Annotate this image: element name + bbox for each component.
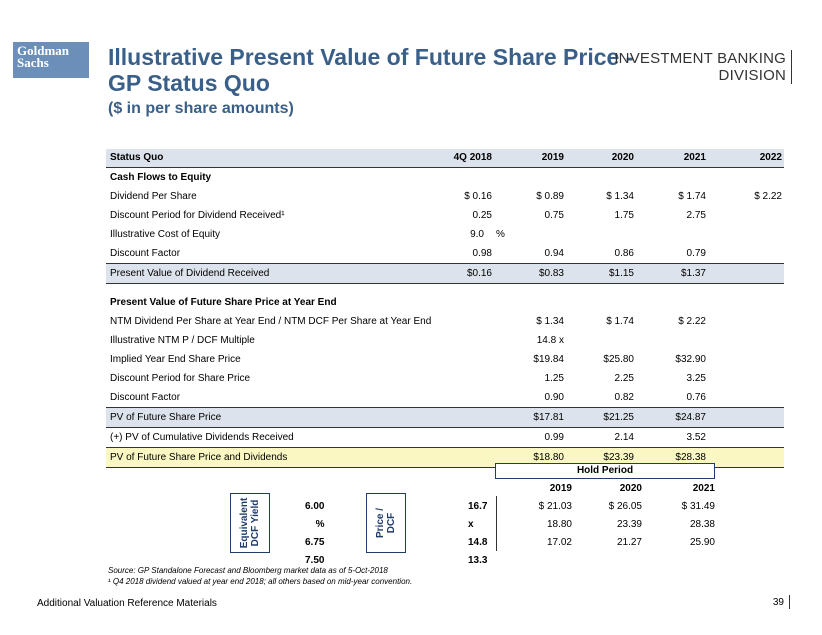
multiple-values	[468, 498, 487, 570]
sens-cell: 17.02	[546, 537, 572, 548]
cell: 1.25	[544, 373, 564, 384]
sens-cell: $ 21.03	[538, 501, 572, 512]
table-row	[106, 225, 784, 244]
cell: $19.84	[533, 354, 564, 365]
cell: $23.39	[603, 452, 634, 463]
row-label: PV of Future Share Price and Dividends	[110, 452, 288, 463]
header-4q2018: 4Q 2018	[453, 152, 492, 163]
table-header-row	[106, 149, 784, 168]
cell: 2.75	[686, 210, 706, 221]
cell: 0.99	[544, 432, 564, 443]
cell: $ 0.16	[464, 191, 492, 202]
pv-cumulative-row	[106, 428, 784, 447]
section-heading	[106, 293, 784, 312]
cell: 3.25	[686, 373, 706, 384]
cell: 9.0	[470, 229, 484, 240]
row-label: PV of Future Share Price	[110, 412, 222, 423]
yield-axis-label	[239, 492, 261, 554]
sensitivity-divider	[496, 496, 497, 551]
cell: 0.82	[614, 392, 634, 403]
goldman-sachs-logo	[13, 42, 89, 78]
page-number: 39	[772, 597, 784, 608]
cell: $17.81	[533, 412, 564, 423]
cell: $25.80	[603, 354, 634, 365]
sens-cell: $ 31.49	[681, 501, 715, 512]
row-label: Discount Factor	[110, 392, 181, 403]
cell: $ 1.34	[606, 191, 634, 202]
yield-axis-box	[230, 493, 270, 553]
cell: $28.38	[675, 452, 706, 463]
cell: 0.90	[544, 392, 564, 403]
sens-cell: 28.38	[689, 519, 715, 530]
section-heading	[106, 168, 784, 187]
multiple-axis-line2: DCF	[386, 512, 397, 534]
multiple-2: 14.8	[468, 537, 488, 548]
table-row	[106, 331, 784, 350]
cell: $ 2.22	[754, 191, 782, 202]
cell: $0.16	[466, 268, 492, 279]
yield-values	[305, 498, 324, 570]
row-label: Dividend Per Share	[110, 191, 197, 202]
valuation-table	[106, 149, 784, 468]
cell: 0.94	[544, 248, 564, 259]
cell: $21.25	[603, 412, 634, 423]
logo-line2: Sachs	[17, 55, 49, 70]
cell: $ 1.74	[678, 191, 706, 202]
row-label: (+) PV of Cumulative Dividends Received	[110, 432, 294, 443]
table-row	[106, 312, 784, 331]
header-2022: 2022	[759, 152, 782, 163]
source-note: Source: GP Standalone Forecast and Bloomberg market data as of 5-Oct-2018	[108, 566, 388, 575]
section1-label: Cash Flows to Equity	[110, 172, 212, 183]
row-label: NTM Dividend Per Share at Year End / NTM DCF Per Share at Year End	[110, 316, 432, 327]
cell: 0.75	[544, 210, 564, 221]
row-label: Illustrative Cost of Equity	[110, 229, 221, 240]
logo-line1: Goldman	[17, 43, 70, 58]
pv-price-row	[106, 407, 784, 428]
cell: 0.25	[472, 210, 492, 221]
table-row	[106, 369, 784, 388]
pv-dividend-row	[106, 263, 784, 284]
cell: $32.90	[675, 354, 706, 365]
row-label: Discount Period for Dividend Received¹	[110, 210, 285, 221]
cell: 14.8 x	[536, 335, 564, 346]
multiple-axis-box	[366, 493, 406, 553]
cell: $ 0.89	[536, 191, 564, 202]
multiple-axis-line1: Price /	[375, 507, 386, 539]
cell: 0.76	[686, 392, 706, 403]
footnote: ¹ Q4 2018 dividend valued at year end 2018; all others based on mid-year convention.	[108, 577, 413, 586]
sens-cell: 23.39	[616, 519, 642, 530]
page-number-divider	[789, 595, 790, 609]
cell: $1.15	[608, 268, 634, 279]
header-2019: 2019	[541, 152, 564, 163]
page-title	[108, 44, 648, 96]
table-row	[106, 350, 784, 369]
title-line1: Illustrative Present Value of Future Share Price -	[108, 44, 634, 70]
cell: 2.25	[614, 373, 634, 384]
section2-label: Present Value of Future Share Price at Year End	[110, 297, 337, 308]
division-label	[614, 50, 786, 84]
cell: 0.86	[614, 248, 634, 259]
table-row	[106, 388, 784, 407]
table-row	[106, 244, 784, 263]
cell: $0.83	[538, 268, 564, 279]
multiple-3: 13.3	[468, 555, 488, 566]
multiple-1: 16.7 x	[468, 501, 488, 530]
sens-cell: 25.90	[689, 537, 715, 548]
sens-cell: $ 26.05	[608, 501, 642, 512]
yield-2: 6.75	[305, 537, 325, 548]
cell: $ 2.22	[678, 316, 706, 327]
yield-3: 7.50	[305, 555, 325, 566]
sens-cell: 21.27	[616, 537, 642, 548]
header-2021: 2021	[683, 152, 706, 163]
year-2021: 2021	[692, 483, 715, 494]
cell: 0.79	[686, 248, 706, 259]
cell: $ 1.74	[606, 316, 634, 327]
row-label: Present Value of Dividend Received	[110, 268, 270, 279]
division-line1: INVESTMENT BANKING	[614, 50, 786, 67]
yield-axis-line1: Equivalent	[239, 497, 250, 549]
cell: $18.80	[533, 452, 564, 463]
row-label: Illustrative NTM P / DCF Multiple	[110, 335, 255, 346]
cell: 0.98	[472, 248, 492, 259]
cell: $ 1.34	[536, 316, 564, 327]
multiple-axis-label	[375, 492, 397, 554]
row-label: Discount Factor	[110, 248, 181, 259]
year-2020: 2020	[619, 483, 642, 494]
yield-axis-line2: DCF Yield	[250, 499, 261, 547]
percent-unit: %	[496, 229, 505, 240]
cell: $24.87	[675, 412, 706, 423]
division-divider	[791, 50, 792, 84]
page-subtitle: ($ in per share amounts)	[108, 100, 294, 117]
title-line2: GP Status Quo	[108, 70, 270, 96]
year-2019: 2019	[549, 483, 572, 494]
footer-label: Additional Valuation Reference Materials	[37, 598, 217, 609]
cell: 1.75	[614, 210, 634, 221]
cell: $1.37	[680, 268, 706, 279]
spacer	[106, 284, 784, 293]
cell: 2.14	[614, 432, 634, 443]
header-status-quo: Status Quo	[110, 152, 164, 163]
header-2020: 2020	[611, 152, 634, 163]
row-label: Implied Year End Share Price	[110, 354, 241, 365]
table-row	[106, 187, 784, 206]
yield-1: 6.00 %	[305, 501, 325, 530]
table-row	[106, 206, 784, 225]
hold-period-header: Hold Period	[495, 463, 715, 479]
sens-cell: 18.80	[546, 519, 572, 530]
division-line2: DIVISION	[718, 67, 786, 84]
row-label: Discount Period for Share Price	[110, 373, 251, 384]
cell: 3.52	[686, 432, 706, 443]
